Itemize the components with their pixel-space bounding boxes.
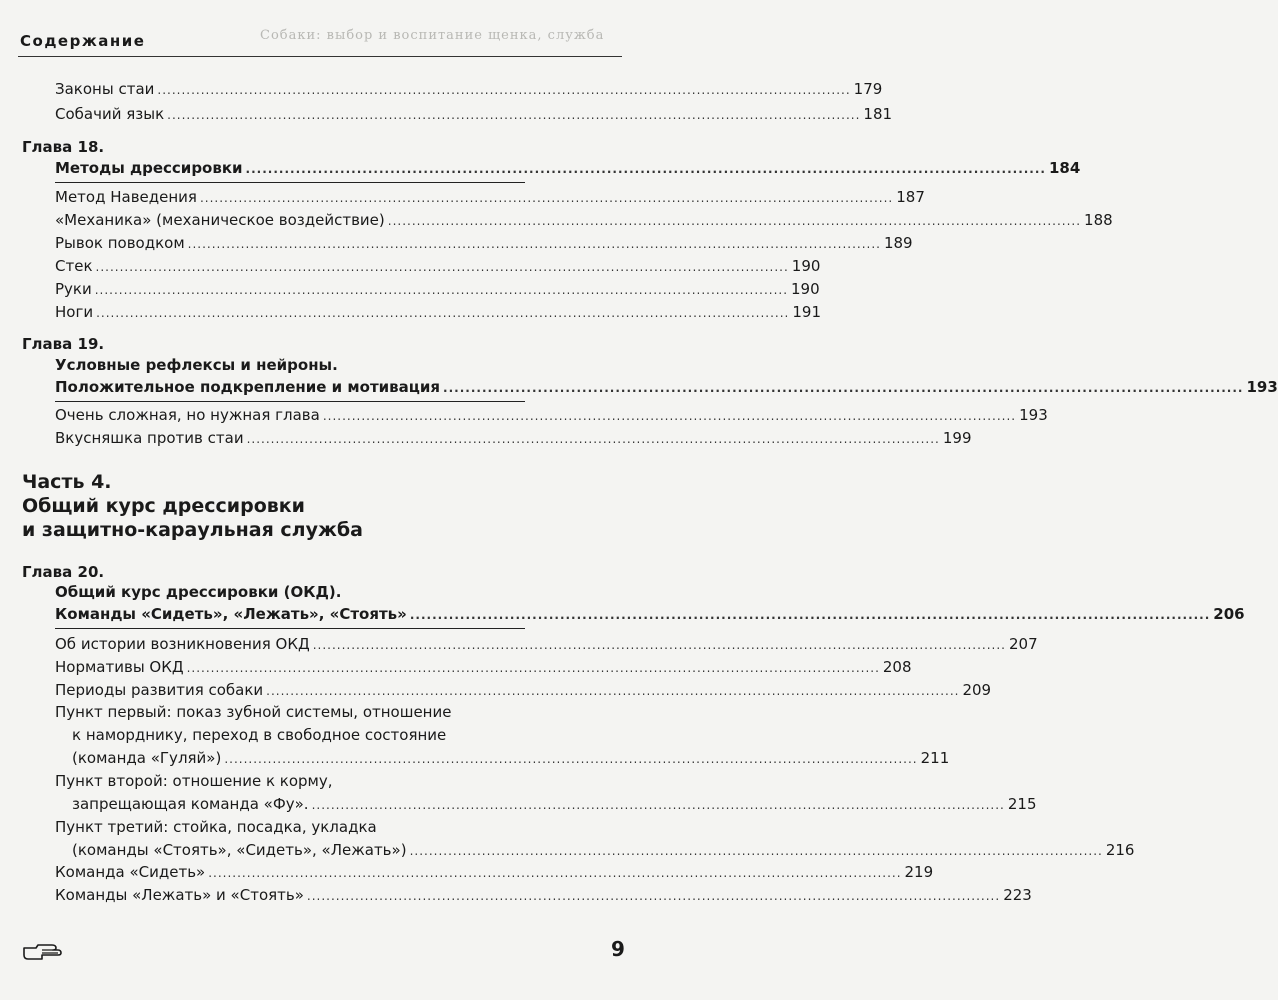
entry-title: Команды «Лежать» и «Стоять» — [55, 886, 304, 904]
chapter-rule — [55, 401, 525, 402]
entry-title: Руки — [55, 280, 92, 298]
chapter-title-entry[interactable] — [55, 604, 1245, 625]
chapter-title-entry[interactable] — [55, 377, 1278, 398]
entry-page: 209 — [962, 681, 992, 699]
entry-title: запрещающая команда «Фу». — [72, 795, 309, 813]
entry-title: Периоды развития собаки — [55, 681, 264, 699]
leader-dots: ................................................................................................................................................ — [167, 108, 861, 122]
leader-dots: ................................................................................................................................................ — [246, 432, 940, 446]
leader-dots: ................................................................................................................................................ — [311, 798, 1005, 812]
toc-entry[interactable] — [55, 210, 1113, 231]
leader-dots: ................................................................................................................................................ — [94, 283, 789, 297]
running-head: Содержание — [20, 32, 146, 50]
leader-dots: ................................................................................................................................................ — [187, 237, 881, 251]
entry-title-line: Пункт первый: показ зубной системы, отношение — [55, 703, 452, 721]
leader-dots: ................................................................................................................................................ — [312, 638, 1006, 652]
pointing-hand-icon — [22, 940, 62, 966]
entry-page: 189 — [883, 234, 913, 252]
entry-title: Рывок поводком — [55, 234, 185, 252]
leader-dots: ................................................................................................................................................ — [96, 306, 790, 320]
entry-page: 181 — [863, 105, 893, 123]
toc-entry[interactable] — [55, 256, 821, 277]
entry-title: Стек — [55, 257, 93, 275]
entry-page: 215 — [1007, 795, 1037, 813]
part-label: Часть 4. — [22, 471, 112, 493]
entry-page: 219 — [904, 863, 934, 881]
entry-page: 179 — [853, 80, 883, 98]
entry-title: Об истории возникновения ОКД — [55, 635, 310, 653]
toc-entry[interactable] — [72, 748, 950, 769]
leader-dots: ................................................................................................................................................ — [186, 661, 880, 675]
entry-title: Законы стаи — [55, 80, 155, 98]
leader-dots: ................................................................................................................................................ — [306, 889, 1001, 903]
toc-entry[interactable] — [55, 657, 912, 678]
entry-page: 193 — [1019, 406, 1048, 424]
entry-title: Метод Наведения — [55, 188, 197, 206]
chapter-label: Глава 18. — [22, 138, 105, 156]
chapter-label: Глава 19. — [22, 335, 105, 353]
chapter-rule — [55, 628, 525, 629]
entry-title: Команда «Сидеть» — [55, 863, 206, 881]
leader-dots: ................................................................................................................................................ — [443, 381, 1244, 395]
toc-entry[interactable] — [72, 794, 1037, 815]
entry-page: 216 — [1105, 841, 1135, 859]
leader-dots: ................................................................................................................................................ — [245, 162, 1046, 176]
chapter-title-line: Условные рефлексы и нейроны. — [55, 356, 338, 374]
chapter-title-line: Общий курс дрессировки (ОКД). — [55, 583, 342, 601]
entry-page: 199 — [942, 429, 972, 447]
entry-page: 208 — [882, 658, 912, 676]
toc-entry[interactable] — [55, 428, 972, 449]
entry-title: (команды «Стоять», «Сидеть», «Лежать») — [72, 841, 407, 859]
entry-title: «Механика» (механическое воздействие) — [55, 211, 385, 229]
entry-page: 184 — [1048, 159, 1081, 177]
leader-dots: ................................................................................................................................................ — [95, 260, 789, 274]
entry-title-line: к наморднику, переход в свободное состояние — [72, 726, 447, 744]
leader-dots: ................................................................................................................................................ — [199, 191, 894, 205]
entry-title: Собачий язык — [55, 105, 165, 123]
toc-entry[interactable] — [55, 634, 1038, 655]
entry-page: 223 — [1003, 886, 1032, 904]
entry-title: Очень сложная, но нужная глава — [55, 406, 320, 424]
bleed-through-text: Собаки: выбор и воспитание щенка, служба — [260, 28, 605, 43]
toc-entry[interactable] — [55, 104, 893, 125]
toc-entry[interactable] — [55, 79, 883, 100]
part-title-line: Общий курс дрессировки — [22, 495, 305, 517]
toc-entry[interactable] — [72, 840, 1135, 861]
entry-title: Ноги — [55, 303, 94, 321]
entry-title-line: Пункт второй: отношение к корму, — [55, 772, 333, 790]
entry-page: 187 — [896, 188, 925, 206]
entry-page: 190 — [791, 257, 821, 275]
leader-dots: ................................................................................................................................................ — [409, 608, 1211, 622]
header-rule — [18, 56, 622, 57]
leader-dots: ................................................................................................................................................ — [409, 844, 1103, 858]
toc-entry[interactable] — [55, 302, 822, 323]
entry-title: Вкусняшка против стаи — [55, 429, 244, 447]
toc-entry[interactable] — [55, 279, 820, 300]
toc-entry[interactable] — [55, 885, 1032, 906]
chapter-title-entry[interactable] — [55, 158, 1081, 179]
toc-entry[interactable] — [55, 405, 1048, 426]
leader-dots: ................................................................................................................................................ — [387, 214, 1082, 228]
entry-title: Положительное подкрепление и мотивация — [55, 378, 441, 396]
entry-page: 193 — [1246, 378, 1278, 396]
part-title-line: и защитно-караульная служба — [22, 519, 363, 541]
chapter-label: Глава 20. — [22, 563, 105, 581]
entry-page: 207 — [1009, 635, 1038, 653]
entry-title: (команда «Гуляй») — [72, 749, 222, 767]
entry-page: 190 — [791, 280, 820, 298]
entry-page: 191 — [792, 303, 822, 321]
chapter-rule — [55, 182, 525, 183]
entry-title: Нормативы ОКД — [55, 658, 184, 676]
entry-page: 188 — [1084, 211, 1113, 229]
leader-dots: ................................................................................................................................................ — [224, 752, 918, 766]
toc-entry[interactable] — [55, 187, 925, 208]
entry-title: Команды «Сидеть», «Лежать», «Стоять» — [55, 605, 407, 623]
leader-dots: ................................................................................................................................................ — [208, 866, 902, 880]
toc-entry[interactable] — [55, 233, 913, 254]
entry-page: 211 — [920, 749, 950, 767]
leader-dots: ................................................................................................................................................ — [157, 83, 851, 97]
entry-title-line: Пункт третий: стойка, посадка, укладка — [55, 818, 377, 836]
entry-title: Методы дрессировки — [55, 159, 243, 177]
leader-dots: ................................................................................................................................................ — [322, 409, 1017, 423]
toc-entry[interactable] — [55, 862, 934, 883]
leader-dots: ................................................................................................................................................ — [266, 684, 960, 698]
entry-page: 206 — [1213, 605, 1245, 623]
page-number: 9 — [611, 937, 625, 961]
toc-entry[interactable] — [55, 680, 992, 701]
